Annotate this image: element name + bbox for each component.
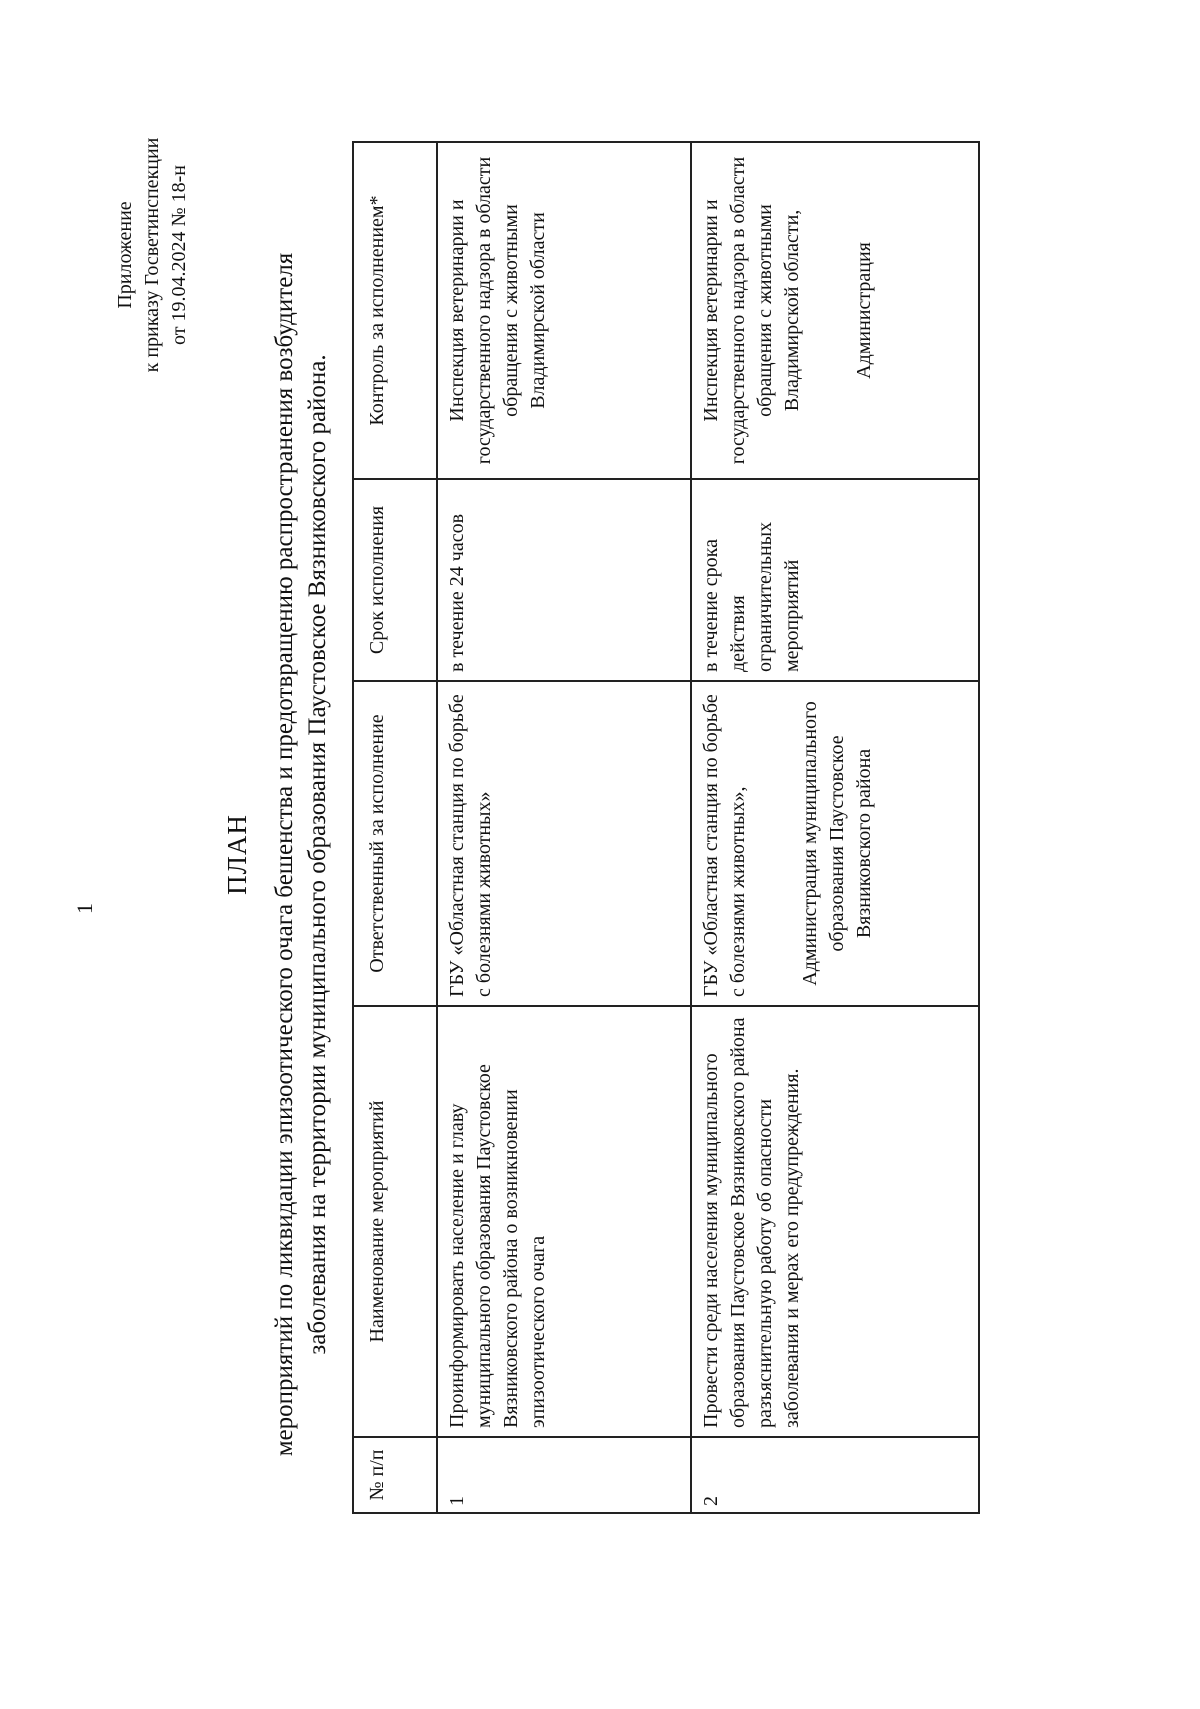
control-part: Администрация [853, 242, 875, 379]
table-header-row [353, 142, 437, 1513]
row-responsible: ГБУ «Областная станция по борьбе с болезнями животных» [437, 681, 691, 1006]
appendix-line: Приложение [114, 201, 136, 309]
header-name: Наименование мероприятий [353, 1006, 437, 1437]
table-row [437, 142, 691, 1513]
row-activity: Провести среди населения муниципального образования Паустовское Вязниковского района разъяснительную работу об опасности заболевания и мерах его предупреждения. [691, 1006, 979, 1437]
row-activity: Проинформировать население и главу муниципального образования Паустовское Вязниковского района о возникновении эпизоотического очага [437, 1006, 691, 1437]
subtitle-line: заболевания на территории муниципального образования Паустовское Вязниковского района. [304, 354, 331, 1355]
control-part: Инспекция ветеринарии и государственного надзора в области обращения с животными Владимирской области, [700, 156, 803, 465]
row-number: 1 [437, 1437, 691, 1513]
header-control: Контроль за исполнением* [353, 142, 437, 479]
row-term: в течение срока действия ограничительных мероприятий [691, 479, 979, 681]
header-num: № п/п [353, 1437, 437, 1513]
table-row [691, 142, 979, 1513]
responsible-part: Администрация муниципального образования Паустовское Вязниковского района [799, 701, 875, 986]
row-responsible [691, 681, 979, 1006]
responsible-part: ГБУ «Областная станция по борьбе с болезнями животных», [700, 694, 749, 997]
appendix-line: к приказу Госветинспекции [141, 137, 163, 373]
row-number: 2 [691, 1437, 979, 1513]
appendix-line: от 19.04.2024 № 18-н [168, 165, 190, 345]
page-number: 1 [72, 903, 97, 914]
row-control: Инспекция ветеринарии и государственного надзора в области обращения с животными Владимирской области [437, 142, 691, 479]
header-responsible: Ответственный за исполнение [353, 681, 437, 1006]
subtitle-line: мероприятий по ликвидации эпизоотического очага бешенства и предотвращению распространения возбудителя [271, 252, 298, 1457]
row-control [691, 142, 979, 479]
document-title: ПЛАН [222, 814, 252, 895]
document-subtitle [268, 70, 334, 1639]
row-term: в течение 24 часов [437, 479, 691, 681]
appendix-note [112, 25, 193, 485]
header-term: Срок исполнения [353, 479, 437, 681]
plan-table [352, 141, 980, 1514]
